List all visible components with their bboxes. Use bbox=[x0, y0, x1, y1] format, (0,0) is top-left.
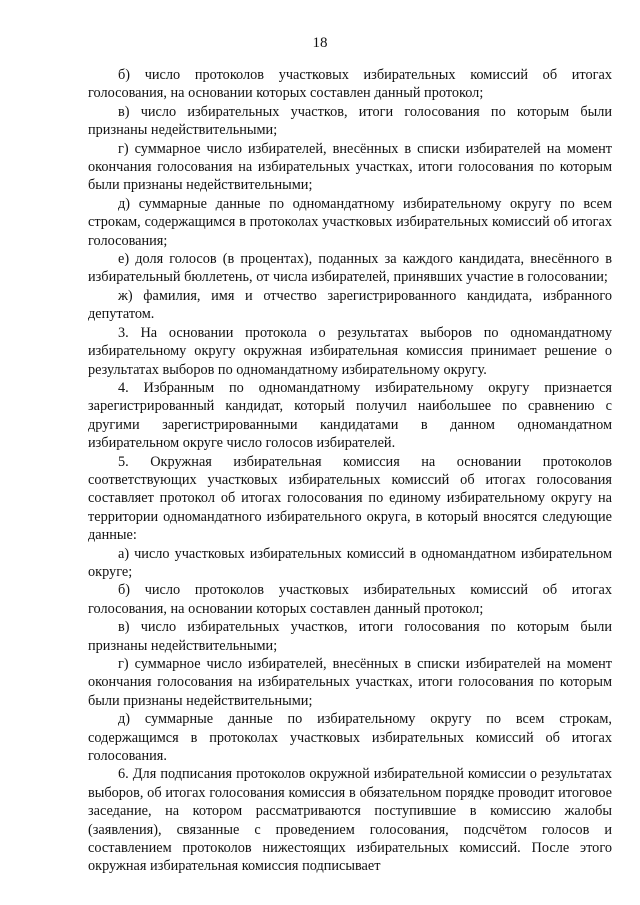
paragraph-v-invalid-precincts-2: в) число избирательных участков, итоги голосования по которым были признаны недействительными; bbox=[88, 619, 612, 654]
paragraph-zh-elected-name: ж) фамилия, имя и отчество зарегистрированного кандидата, избранного депутатом. bbox=[88, 287, 612, 323]
paragraph-5-unified-district: 5. Окружная избирательная комиссия на основании протоколов соответствующих участковых избирательных комиссий об итогах голосования составляет протокол об итогах голосования по единому избирательному округу на территории одномандатного избирательного округа, в который вносятся следующие данные: bbox=[88, 453, 612, 544]
paragraph-d-summary-data-2: д) суммарные данные по избирательному округу по всем строкам, содержащимся в протоколах участковых избирательных комиссий об итогах голосования. bbox=[88, 711, 612, 765]
paragraph-b-protocols-count-2: б) число протоколов участковых избирательных комиссий об итогах голосования, на основании которых составлен данный протокол; bbox=[88, 582, 612, 617]
paragraph-a-commissions-count: а) число участковых избирательных комиссий в одномандатном избирательном округе; bbox=[88, 545, 612, 580]
paragraph-v-invalid-precincts: в) число избирательных участков, итоги голосования по которым были признаны недействительными; bbox=[88, 103, 612, 139]
paragraph-g-voters-sum: г) суммарное число избирателей, внесённых в списки избирателей на момент окончания голосования на избирательных участках, итоги голосования по которым были признаны недействительными; bbox=[88, 140, 612, 194]
page-number: 18 bbox=[312, 35, 328, 51]
paragraph-d-summary-data: д) суммарные данные по одномандатному избирательному округу по всем строкам, содержащимся в протоколах участковых избирательных комиссий об итогах голосования; bbox=[88, 195, 612, 249]
paragraph-6-final-meeting: 6. Для подписания протоколов окружной избирательной комиссии о результатах выборов, об итогах голосования комиссия в обязательном порядке проводит итоговое заседание, на котором рассматриваются поступившие в комиссию жалобы (заявления), связанные с проведением голосования, подсчётом голосов и составлением протоколов нижестоящих избирательных комиссий. После этого окружная избирательная комиссия подписывает bbox=[88, 766, 612, 875]
body-text bbox=[88, 66, 612, 876]
paragraph-b-protocols-count: б) число протоколов участковых избирательных комиссий об итогах голосования, на основании которых составлен данный протокол; bbox=[88, 67, 612, 102]
paragraph-g-voters-sum-2: г) суммарное число избирателей, внесённых в списки избирателей на момент окончания голосования на избирательных участках, итоги голосования по которым были признаны недействительными; bbox=[88, 656, 612, 709]
paragraph-e-vote-share: е) доля голосов (в процентах), поданных за каждого кандидата, внесённого в избирательный бюллетень, от числа избирателей, принявших участие в голосовании; bbox=[88, 251, 612, 286]
paragraph-4-winner: 4. Избранным по одномандатному избирательному округу признается зарегистрированный кандидат, который получил наибольшее по сравнению с другими зарегистрированными кандидатами в данном одномандатном избирательном округе число голосов избирателей. bbox=[88, 379, 612, 452]
paragraph-3-decision: 3. На основании протокола о результатах выборов по одномандатному избирательному округу окружная избирательная комиссия принимает решение о результатах выборов по одномандатному избирательному округу. bbox=[88, 324, 612, 378]
